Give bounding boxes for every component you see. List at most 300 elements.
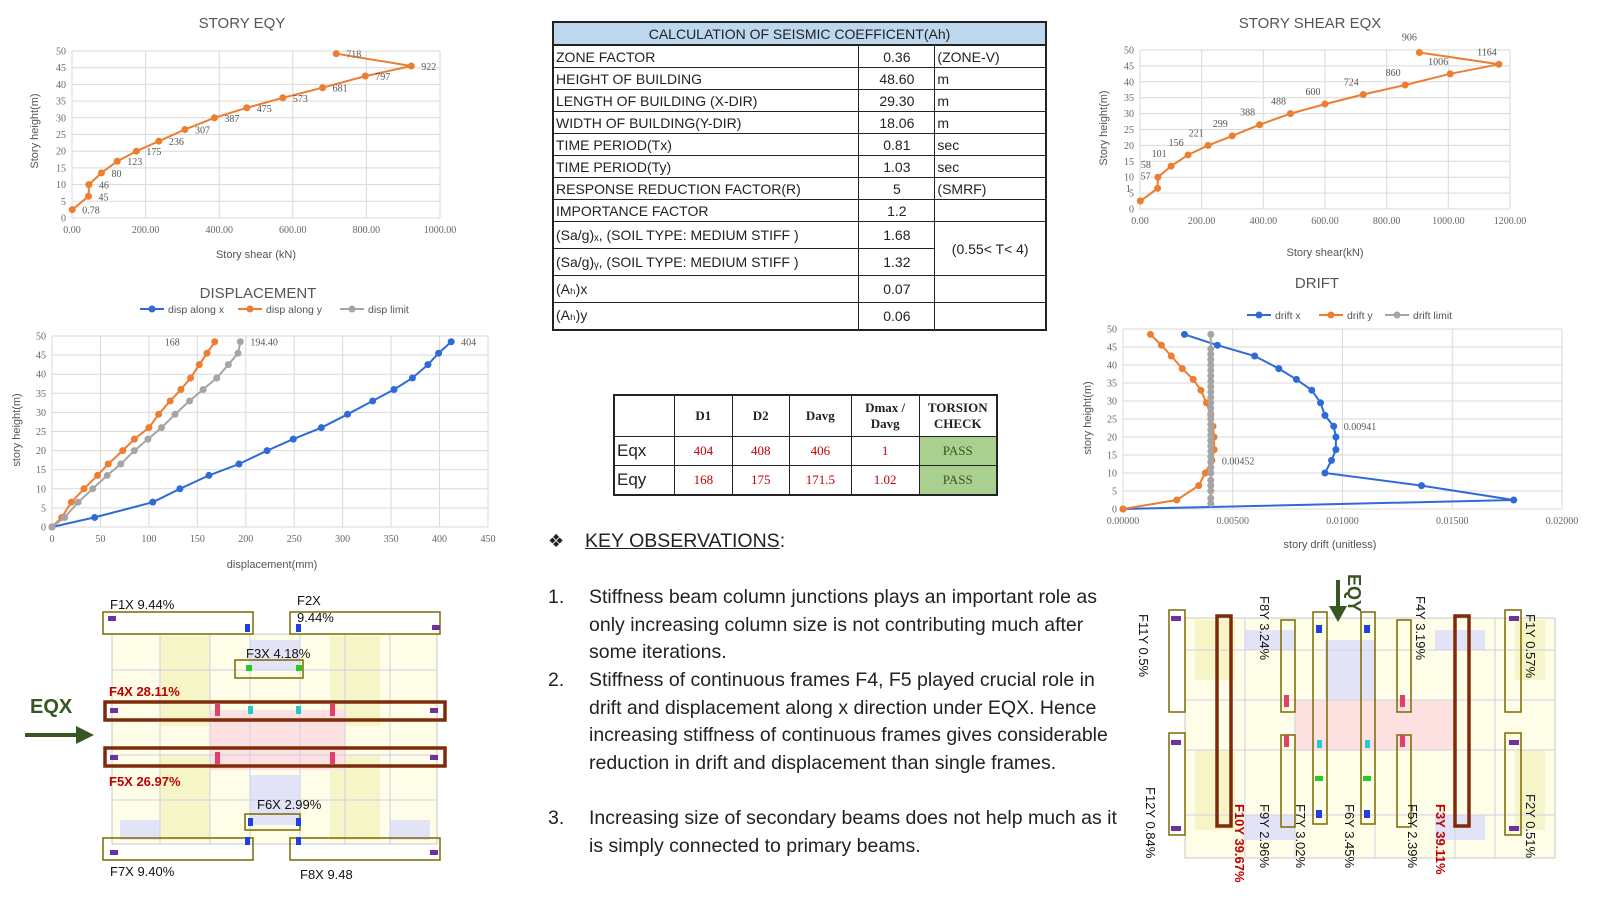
data-point xyxy=(1328,457,1335,464)
unit-cell: m xyxy=(935,68,1046,90)
y-tick-label: 40 xyxy=(1124,77,1134,89)
data-point xyxy=(155,411,162,418)
data-label: 681 xyxy=(332,83,348,95)
data-label: 236 xyxy=(168,137,184,149)
data-point xyxy=(264,447,271,454)
row-label: Eqy xyxy=(614,466,675,496)
label-f4x: F4X 28.11% xyxy=(109,684,180,699)
label-f8x: F8X 9.48 xyxy=(300,867,353,882)
param-cell: TIME PERIOD(Tx) xyxy=(553,134,859,156)
y-axis-label: Story height(m) xyxy=(29,93,41,169)
data-point xyxy=(94,472,101,479)
label-f8y: F8Y 3.24% xyxy=(1257,596,1272,661)
data-point xyxy=(1120,506,1127,513)
data-point xyxy=(196,361,203,368)
data-label: 307 xyxy=(194,125,210,137)
value-cell: 1.32 xyxy=(859,249,935,276)
data-label: 1 xyxy=(1125,184,1131,196)
obs-number: 2. xyxy=(548,669,565,691)
series-line xyxy=(52,342,240,527)
data-point xyxy=(1137,198,1144,205)
y-axis-label: story height(m) xyxy=(1082,381,1094,455)
table-row xyxy=(553,112,1046,134)
x-tick-label: 0.02000 xyxy=(1545,516,1579,527)
data-point xyxy=(1418,482,1425,489)
data-label: 175 xyxy=(146,147,162,159)
param-cell: (Aₕ)x xyxy=(553,276,859,303)
data-point xyxy=(114,158,121,165)
ratio-cell: 1 xyxy=(851,437,919,466)
label-f10y: F10Y 39.67% xyxy=(1232,804,1247,883)
data-point xyxy=(80,485,87,492)
param-cell: WIDTH OF BUILDING(Y-DIR) xyxy=(553,112,859,134)
data-point xyxy=(1287,110,1294,117)
data-point xyxy=(369,397,376,404)
data-point xyxy=(105,460,112,467)
data-point xyxy=(144,436,151,443)
unit-cell: m xyxy=(935,112,1046,134)
obs-text: Stiffness beam column junctions plays an important role as only increasing column size is not contributing much after some iterations. xyxy=(589,586,1097,663)
data-point xyxy=(1321,470,1328,477)
y-tick-label: 10 xyxy=(56,180,66,192)
x-tick-label: 1000.00 xyxy=(1432,216,1465,227)
data-point xyxy=(409,375,416,382)
x-tick-label: 300 xyxy=(335,534,351,545)
legend-marker-y xyxy=(1328,312,1335,319)
legend-marker-y xyxy=(247,306,254,313)
data-point xyxy=(69,206,76,213)
x-tick-label: 200.00 xyxy=(1187,216,1216,227)
data-point xyxy=(1251,353,1258,360)
x-tick-label: 400 xyxy=(432,534,448,545)
x-tick-label: 1000.00 xyxy=(423,225,457,236)
data-point xyxy=(104,472,111,479)
key-observations xyxy=(548,528,1128,868)
label-f1y: F1Y 0.57% xyxy=(1523,614,1538,679)
heading-colon: : xyxy=(779,530,786,552)
label-f7x: F7X 9.40% xyxy=(110,864,175,879)
y-tick-label: 10 xyxy=(1107,468,1117,480)
heading-text: KEY OBSERVATIONS xyxy=(584,530,780,552)
table-row xyxy=(553,156,1046,178)
plan-x-diagram xyxy=(0,593,470,900)
x-tick-label: 1200.00 xyxy=(1493,216,1527,227)
y-tick-label: 30 xyxy=(1124,109,1134,121)
y-tick-label: 30 xyxy=(56,113,66,125)
data-label: 221 xyxy=(1188,128,1204,140)
label-f2x-pct: 9.44% xyxy=(297,610,334,625)
data-point xyxy=(1207,345,1214,352)
legend-drift-x: drift x xyxy=(1275,310,1301,322)
data-label: 600 xyxy=(1305,87,1321,99)
y-tick-label: 30 xyxy=(1107,396,1117,408)
data-point xyxy=(98,169,105,176)
data-point xyxy=(75,499,82,506)
unit-cell: (SMRF) xyxy=(935,178,1046,200)
header-ratio: Dmax / Davg xyxy=(851,395,919,437)
y-tick-label: 0 xyxy=(1112,504,1117,516)
drift-legend xyxy=(1247,310,1452,322)
value-cell: 1.68 xyxy=(859,222,935,249)
x-tick-label: 0.00500 xyxy=(1216,516,1249,527)
data-point xyxy=(1229,132,1236,139)
x-axis-label: displacement(mm) xyxy=(226,559,318,571)
check-cell: PASS xyxy=(919,437,997,466)
header-d2: D2 xyxy=(732,395,789,437)
x-axis-label: Story shear (kN) xyxy=(215,249,297,261)
drift-chart xyxy=(1075,270,1600,555)
data-label: 101 xyxy=(1151,149,1167,161)
data-point xyxy=(344,411,351,418)
legend-disp-x: disp along x xyxy=(168,304,225,316)
end-label: 404 xyxy=(461,337,477,349)
value-cell: 1.03 xyxy=(859,156,935,178)
d1-cell: 168 xyxy=(675,466,732,496)
data-point xyxy=(318,424,325,431)
value-cell: 48.60 xyxy=(859,68,935,90)
param-cell: IMPORTANCE FACTOR xyxy=(553,200,859,222)
data-point xyxy=(181,126,188,133)
label-f7y: F7Y 3.02% xyxy=(1293,804,1308,869)
data-point xyxy=(1495,61,1502,68)
label-f2x: F2X xyxy=(297,593,321,608)
y-tick-label: 15 xyxy=(36,465,46,477)
unit-cell: sec xyxy=(935,156,1046,178)
param-cell: (Sa/g)ᵧ, (SOIL TYPE: MEDIUM STIFF ) xyxy=(553,249,859,276)
ratio-cell: 1.02 xyxy=(851,466,919,496)
story-eqy-points xyxy=(69,50,437,217)
chart-title: STORY SHEAR EQX xyxy=(1238,15,1382,32)
label-f4y: F4Y 3.19% xyxy=(1413,596,1428,661)
data-point xyxy=(85,181,92,188)
obs-number: 3. xyxy=(548,807,565,829)
series-line xyxy=(1123,334,1514,509)
seismic-coefficient-table xyxy=(552,21,1047,331)
legend-marker-limit xyxy=(349,306,356,313)
label-f3y: F3Y 39.11% xyxy=(1433,804,1448,875)
y-tick-label: 15 xyxy=(1124,156,1134,168)
data-point xyxy=(1510,497,1517,504)
x-tick-label: 0 xyxy=(49,534,55,545)
label-f3x: F3X 4.18% xyxy=(246,646,311,661)
eqy-label: EQY xyxy=(1344,574,1364,613)
x-tick-label: 50 xyxy=(95,534,106,545)
table-row xyxy=(553,303,1046,330)
param-cell: (Sa/g)ₓ, (SOIL TYPE: MEDIUM STIFF ) xyxy=(553,222,859,249)
y-tick-label: 25 xyxy=(1124,125,1134,136)
story-eqy-line xyxy=(72,54,411,210)
x-tick-label: 400.00 xyxy=(205,225,233,236)
y-tick-label: 50 xyxy=(36,331,46,343)
header-davg: Davg xyxy=(789,395,851,437)
y-tick-label: 10 xyxy=(36,484,46,496)
x-tick-label: 250 xyxy=(286,534,302,545)
data-label: 123 xyxy=(127,157,143,169)
eqx-label: EQX xyxy=(30,696,73,718)
data-label: 45 xyxy=(98,192,109,204)
value-cell: 5 xyxy=(859,178,935,200)
x-tick-label: 800.00 xyxy=(352,225,381,236)
label-f12y: F12Y 0.84% xyxy=(1143,787,1158,859)
data-label: 299 xyxy=(1212,118,1228,130)
y-tick-label: 25 xyxy=(1107,414,1117,426)
data-point xyxy=(1317,399,1324,406)
story-eqy-chart xyxy=(20,8,480,270)
data-point xyxy=(1195,482,1202,489)
x-tick-label: 600.00 xyxy=(279,225,307,236)
y-tick-label: 15 xyxy=(56,163,66,175)
legend-marker-limit xyxy=(1394,312,1401,319)
y-tick-label: 25 xyxy=(36,427,46,438)
legend-marker-x xyxy=(149,306,156,313)
data-label: 58 xyxy=(1140,160,1151,172)
eqx-arrow-icon xyxy=(25,726,94,744)
data-point xyxy=(319,84,326,91)
legend-disp-limit: disp limit xyxy=(368,304,409,316)
y-tick-label: 20 xyxy=(36,446,46,458)
x-tick-label: 0.00 xyxy=(63,225,81,236)
label-f6y: F6Y 3.45% xyxy=(1342,804,1357,869)
data-point xyxy=(362,73,369,80)
frame-f12y xyxy=(1169,733,1185,835)
chart-title: DRIFT xyxy=(1294,275,1340,292)
x-tick-label: 0.00 xyxy=(1131,216,1149,227)
label-f11y: F11Y 0.5% xyxy=(1136,614,1151,678)
y-tick-label: 35 xyxy=(1124,93,1134,105)
data-point xyxy=(290,436,297,443)
frame-f1x xyxy=(103,612,253,634)
x-axis-label: Story shear(kN) xyxy=(1286,247,1364,259)
data-label: 1164 xyxy=(1477,47,1497,59)
y-tick-label: 15 xyxy=(1107,450,1117,462)
data-label: 797 xyxy=(375,72,391,84)
data-point xyxy=(1322,101,1329,108)
y-tick-label: 50 xyxy=(56,46,66,58)
chart-title: DISPLACEMENT xyxy=(199,285,317,302)
data-label: 906 xyxy=(1401,32,1417,44)
x-tick-label: 0.01500 xyxy=(1436,516,1469,527)
data-point xyxy=(279,94,286,101)
observations-heading xyxy=(548,528,785,556)
data-point xyxy=(1321,412,1328,419)
y-tick-label: 20 xyxy=(1124,140,1134,152)
obs-text: Increasing size of secondary beams does not help much as it is simply connected to primary beams. xyxy=(589,807,1117,857)
end-label: 168 xyxy=(164,337,180,349)
x-tick-label: 600.00 xyxy=(1311,216,1339,227)
y-tick-label: 45 xyxy=(1124,61,1134,73)
data-point xyxy=(1179,365,1186,372)
row-label: Eqx xyxy=(614,437,675,466)
data-point xyxy=(1402,81,1409,88)
value-cell: 0.81 xyxy=(859,134,935,156)
data-point xyxy=(1416,49,1423,56)
header-torsion-check: TORSION CHECK xyxy=(919,395,997,437)
data-point xyxy=(1332,446,1339,453)
data-label: 860 xyxy=(1385,67,1401,79)
data-label: 80 xyxy=(111,168,122,180)
data-point xyxy=(131,436,138,443)
param-cell: LENGTH OF BUILDING (X-DIR) xyxy=(553,90,859,112)
data-point xyxy=(1207,495,1214,502)
story-eqy-ticks xyxy=(56,47,456,237)
x-tick-label: 100 xyxy=(141,534,157,545)
data-point xyxy=(1154,174,1161,181)
table-title: CALCULATION OF SEISMIC COEFFICENT(Ah) xyxy=(553,22,1046,45)
data-point xyxy=(68,499,75,506)
header-d1: D1 xyxy=(675,395,732,437)
data-point xyxy=(167,397,174,404)
data-point xyxy=(243,104,250,111)
data-point xyxy=(133,148,140,155)
y-tick-label: 0 xyxy=(1129,204,1134,216)
data-point xyxy=(1147,331,1154,338)
data-label: 488 xyxy=(1270,96,1286,108)
table-row xyxy=(553,45,1046,68)
data-point xyxy=(204,350,211,357)
data-point xyxy=(200,386,207,393)
label-f5x: F5X 26.97% xyxy=(109,774,181,789)
data-point xyxy=(91,514,98,521)
data-point xyxy=(333,50,340,57)
data-point xyxy=(117,460,124,467)
data-point xyxy=(205,472,212,479)
data-point xyxy=(1185,151,1192,158)
value-cell: 0.36 xyxy=(859,45,935,68)
value-cell: 0.06 xyxy=(859,303,935,330)
story-shear-eqx-chart xyxy=(1090,8,1550,270)
data-point xyxy=(1154,185,1161,192)
y-tick-label: 50 xyxy=(1107,324,1117,336)
range-cell: (0.55< T< 4) xyxy=(935,222,1046,276)
unit-cell: m xyxy=(935,90,1046,112)
data-label: 475 xyxy=(256,103,272,115)
frame-f11y xyxy=(1169,610,1185,712)
y-tick-label: 50 xyxy=(1124,45,1134,57)
d2-cell: 175 xyxy=(732,466,789,496)
data-point xyxy=(1275,365,1282,372)
value-cell: 29.30 xyxy=(859,90,935,112)
data-point xyxy=(1293,376,1300,383)
data-point xyxy=(213,375,220,382)
y-tick-label: 20 xyxy=(56,146,66,158)
data-label: 46 xyxy=(98,180,109,192)
diamond-bullet-icon: ❖ xyxy=(548,531,565,552)
data-point xyxy=(1308,387,1315,394)
x-tick-label: 0.00000 xyxy=(1106,516,1140,527)
data-point xyxy=(187,375,194,382)
data-point xyxy=(158,424,165,431)
d2-cell: 408 xyxy=(732,437,789,466)
x-tick-label: 350 xyxy=(383,534,399,545)
x-tick-label: 0.01000 xyxy=(1326,516,1359,527)
obs-text: Stiffness of continuous frames F4, F5 played crucial role in drift and displacement along x direction under EQX. Hence increasing stiffness of continuous frames gives considerable reduction in drift and displacement than single frames. xyxy=(589,669,1108,774)
displacement-series xyxy=(49,338,477,531)
y-tick-label: 5 xyxy=(61,196,66,208)
param-cell: ZONE FACTOR xyxy=(553,45,859,68)
data-point xyxy=(1447,70,1454,77)
data-point xyxy=(1256,121,1263,128)
unit-cell: sec xyxy=(935,134,1046,156)
data-point xyxy=(1207,477,1214,484)
table-row xyxy=(614,437,997,466)
table-row xyxy=(553,276,1046,303)
data-point xyxy=(225,361,232,368)
value-cell: 0.07 xyxy=(859,276,935,303)
data-point xyxy=(391,386,398,393)
data-label: 156 xyxy=(1168,137,1184,149)
data-point xyxy=(61,514,68,521)
y-tick-label: 40 xyxy=(36,369,46,381)
data-point xyxy=(89,485,96,492)
x-axis-label: story drift (unitless) xyxy=(1283,539,1377,551)
table-row xyxy=(553,134,1046,156)
legend-disp-y: disp along y xyxy=(266,304,323,316)
data-point xyxy=(1173,497,1180,504)
end-label: 194.40 xyxy=(250,337,278,349)
data-point xyxy=(49,524,56,531)
header-blank xyxy=(614,395,675,437)
legend-drift-limit: drift limit xyxy=(1413,310,1453,322)
y-tick-label: 0 xyxy=(61,213,66,225)
data-point xyxy=(235,350,242,357)
data-label: 388 xyxy=(1240,107,1256,119)
data-point xyxy=(155,138,162,145)
data-label: 57 xyxy=(1140,171,1151,183)
y-tick-label: 35 xyxy=(36,388,46,400)
data-point xyxy=(131,447,138,454)
x-tick-label: 450 xyxy=(480,534,496,545)
displacement-chart xyxy=(0,280,510,580)
data-point xyxy=(1190,376,1197,383)
table-row xyxy=(614,466,997,496)
torsion-check-table xyxy=(613,394,998,496)
data-point xyxy=(424,361,431,368)
y-tick-label: 5 xyxy=(1129,188,1134,200)
data-point xyxy=(177,386,184,393)
story-shear-points xyxy=(1126,33,1503,205)
unit-cell xyxy=(935,200,1046,222)
data-point xyxy=(1168,353,1175,360)
x-tick-label: 200 xyxy=(238,534,254,545)
data-point xyxy=(435,350,442,357)
legend-marker-x xyxy=(1256,312,1263,319)
data-point xyxy=(172,411,179,418)
data-point xyxy=(211,338,218,345)
param-cell: RESPONSE REDUCTION FACTOR(R) xyxy=(553,178,859,200)
data-label: 724 xyxy=(1343,77,1359,89)
data-label: 573 xyxy=(292,93,308,105)
param-cell: (Aₕ)y xyxy=(553,303,859,330)
x-tick-label: 800.00 xyxy=(1372,216,1401,227)
y-axis-label: story height(m) xyxy=(11,393,23,467)
y-tick-label: 5 xyxy=(1112,486,1117,498)
data-point xyxy=(235,460,242,467)
y-tick-label: 45 xyxy=(56,63,66,75)
label-f5y: F5Y 2.39% xyxy=(1405,804,1420,869)
y-tick-label: 45 xyxy=(1107,342,1117,354)
data-point xyxy=(1205,142,1212,149)
data-label: 718 xyxy=(346,49,362,61)
data-point xyxy=(1360,91,1367,98)
value-cell: 18.06 xyxy=(859,112,935,134)
d1-cell: 404 xyxy=(675,437,732,466)
y-axis-label: Story height(m) xyxy=(1098,90,1110,166)
label-f1x: F1X 9.44% xyxy=(110,597,175,612)
data-label: 387 xyxy=(224,113,240,125)
check-cell: PASS xyxy=(919,466,997,496)
data-label: 1006 xyxy=(1428,56,1449,68)
data-point xyxy=(149,499,156,506)
